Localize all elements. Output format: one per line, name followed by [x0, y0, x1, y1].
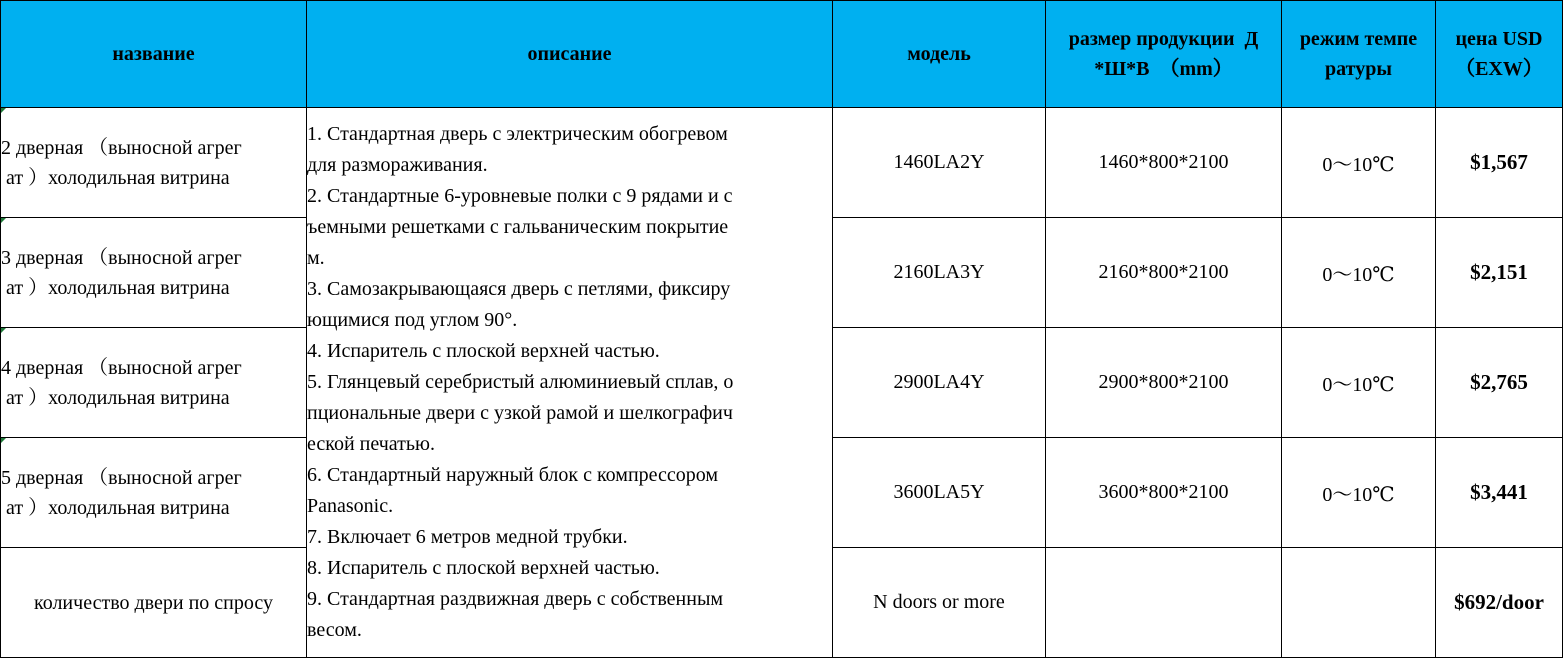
description-line: для размораживания.	[307, 154, 488, 176]
header-price: цена USD （EXW）	[1436, 1, 1563, 108]
row-model: 2160LA3Y	[833, 218, 1046, 328]
description-line: м.	[307, 247, 325, 269]
header-temperature: режим темпе ратуры	[1282, 1, 1436, 108]
description-line: еской печатью.	[307, 433, 435, 455]
cell-corner-mark	[1, 328, 6, 333]
row-price: $1,567	[1436, 108, 1563, 218]
description-line: пциональные двери с узкой рамой и шелкографич	[307, 402, 733, 424]
row-model: N doors or more	[833, 548, 1046, 658]
row-name: количество двери по спросу	[34, 591, 273, 614]
description-line: 2. Стандартные 6-уровневые полки с 9 рядами и с	[307, 185, 733, 207]
row-name-cell	[1, 218, 307, 328]
cell-corner-mark	[1, 218, 6, 223]
description-line: 4. Испаритель с плоской верхней частью.	[307, 340, 660, 362]
row-size: 2160*800*2100	[1046, 218, 1282, 328]
row-name-cell	[1, 438, 307, 548]
cell-corner-mark	[1, 108, 6, 113]
row-size	[1046, 548, 1282, 658]
description-cell	[307, 108, 833, 658]
description-line: 7. Включает 6 метров медной трубки.	[307, 526, 628, 548]
cell-corner-mark	[1, 438, 6, 443]
header-description: описание	[307, 1, 833, 108]
description-line: 9. Стандартная раздвижная дверь с собственным	[307, 588, 724, 610]
header-model: модель	[833, 1, 1046, 108]
row-price: $2,765	[1436, 328, 1563, 438]
description-line: 6. Стандартный наружный блок с компрессором	[307, 464, 719, 486]
row-temperature	[1282, 548, 1436, 658]
row-temperature: 0～10℃	[1282, 218, 1436, 328]
description-line: 8. Испаритель с плоской верхней частью.	[307, 557, 660, 579]
row-size: 2900*800*2100	[1046, 328, 1282, 438]
row-price: $2,151	[1436, 218, 1563, 328]
description-line: ющимися под углом 90°.	[307, 309, 518, 331]
description-line: весом.	[307, 619, 362, 641]
row-name: 3 дверная （выносной агрег ат ）холодильная витрина	[1, 246, 242, 299]
row-name-cell	[1, 328, 307, 438]
row-price: $3,441	[1436, 438, 1563, 548]
row-temperature: 0～10℃	[1282, 328, 1436, 438]
row-name-cell	[1, 548, 307, 658]
row-name-cell	[1, 108, 307, 218]
row-temperature: 0～10℃	[1282, 108, 1436, 218]
header-name: название	[1, 1, 307, 108]
row-size: 1460*800*2100	[1046, 108, 1282, 218]
row-model: 3600LA5Y	[833, 438, 1046, 548]
description-line: ъемными решетками с гальваническим покрытие	[307, 216, 729, 238]
row-size: 3600*800*2100	[1046, 438, 1282, 548]
description-line: Panasonic.	[307, 495, 394, 517]
row-name: 2 дверная （выносной агрег ат ）холодильная витрина	[1, 136, 242, 189]
table-row	[1, 108, 1563, 218]
row-model: 2900LA4Y	[833, 328, 1046, 438]
row-name: 4 дверная （выносной агрег ат ）холодильная витрина	[1, 356, 242, 409]
row-name: 5 дверная （выносной агрег ат ）холодильная витрина	[1, 466, 242, 519]
description-line: 3. Самозакрывающаяся дверь с петлями, фиксиру	[307, 278, 731, 300]
header-size: размер продукции Д *Ш*В （mm）	[1046, 1, 1282, 108]
row-model: 1460LA2Y	[833, 108, 1046, 218]
row-temperature: 0～10℃	[1282, 438, 1436, 548]
description-line: 1. Стандартная дверь с электрическим обогревом	[307, 123, 728, 145]
row-price: $692/door	[1436, 548, 1563, 658]
header-row	[1, 1, 1563, 108]
description-line: 5. Глянцевый серебристый алюминиевый сплав, о	[307, 371, 734, 393]
